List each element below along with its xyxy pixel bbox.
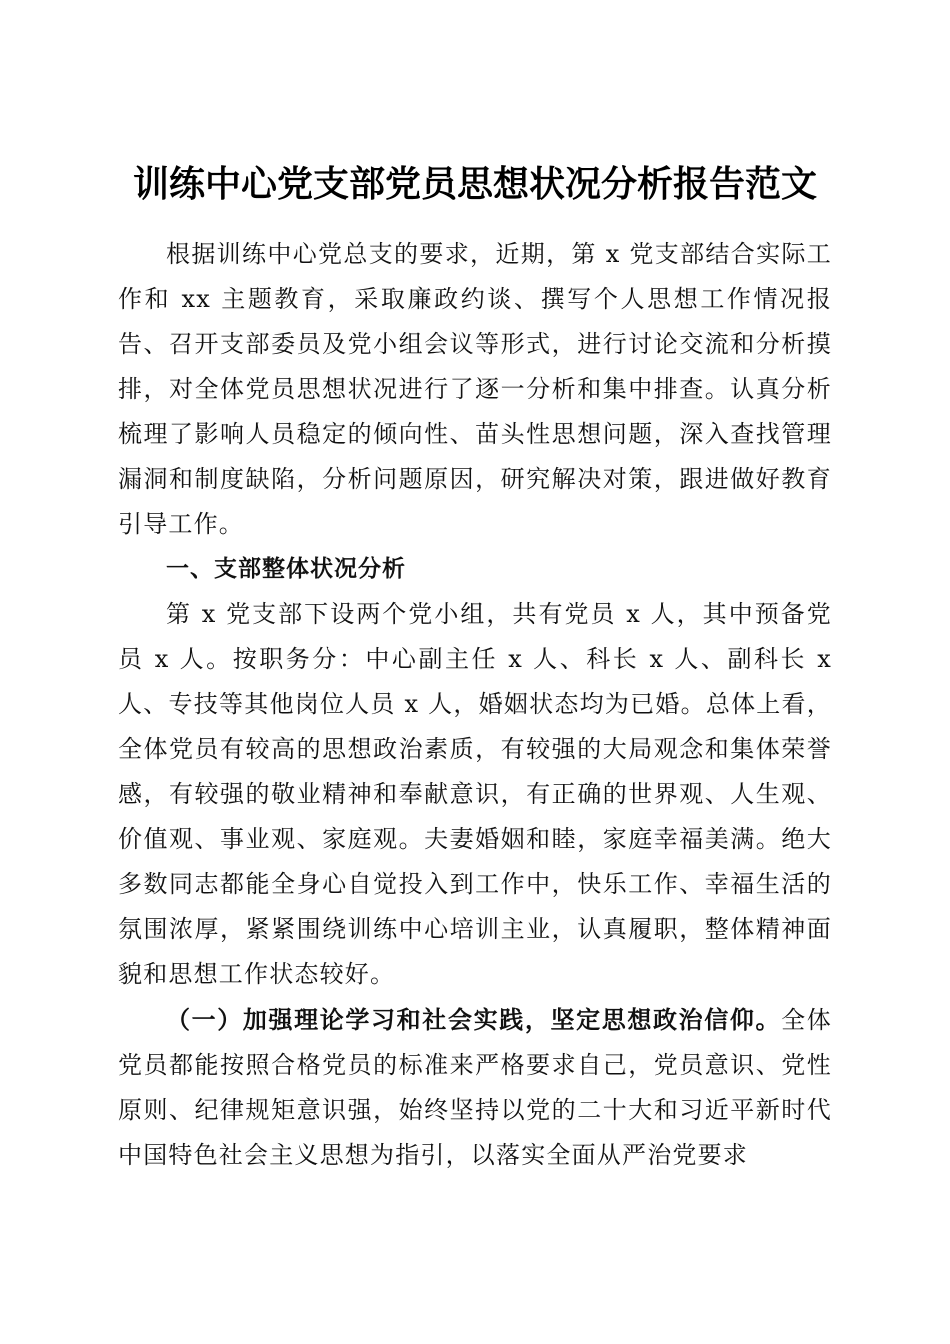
document-title: 训练中心党支部党员思想状况分析报告范文 (132, 164, 817, 206)
section-heading: 一、支部整体状况分析 (166, 556, 406, 582)
subsection-paragraph (118, 997, 832, 1178)
intro-paragraph: 根据训练中心党总支的要求，近期，第 x 党支部结合实际工作和 xx 主题教育，采取廉政约谈、撰写个人思想工作情况报告、召开支部委员及党小组会议等形式，进行讨论交流和分析摸排，对全体党员思想状况进行了逐一分析和集中排查。认真分析梳理了影响人员稳定的倾向性、苗头性思想问题，深入查找管理漏洞和制度缺陷，分析问题原因，研究解决对策，跟进做好教育引导工作。 (118, 240, 832, 538)
section-paragraph: 第 x 党支部下设两个党小组，共有党员 x 人，其中预备党员 x 人。按职务分：中心副主任 x 人、科长 x 人、副科长 x 人、专技等其他岗位人员 x 人，婚姻状态均为已婚。总体上看，全体党员有较高的思想政治素质，有较强的大局观念和集体荣誉感，有较强的敬业精神和奉献意识，有正确的世界观、人生观、价值观、事业观、家庭观。夫妻婚姻和睦，家庭幸福美满。绝大多数同志都能全身心自觉投入到工作中，快乐工作、幸福生活的氛围浓厚，紧紧围绕训练中心培训主业，认真履职，整体精神面貌和思想工作状态较好。 (118, 600, 832, 988)
subsection-lead: （一）加强理论学习和社会实践，坚定思想政治信仰。 (166, 1005, 782, 1034)
document-body (118, 232, 832, 1178)
subsection-text: 全体党员都能按照合格党员的标准来严格要求自己，党员意识、党性原则、纪律规矩意识强，始终坚持以党的二十大和习近平新时代中国特色社会主义思想为指引，以落实全面从严治党要求 (118, 1006, 832, 1169)
